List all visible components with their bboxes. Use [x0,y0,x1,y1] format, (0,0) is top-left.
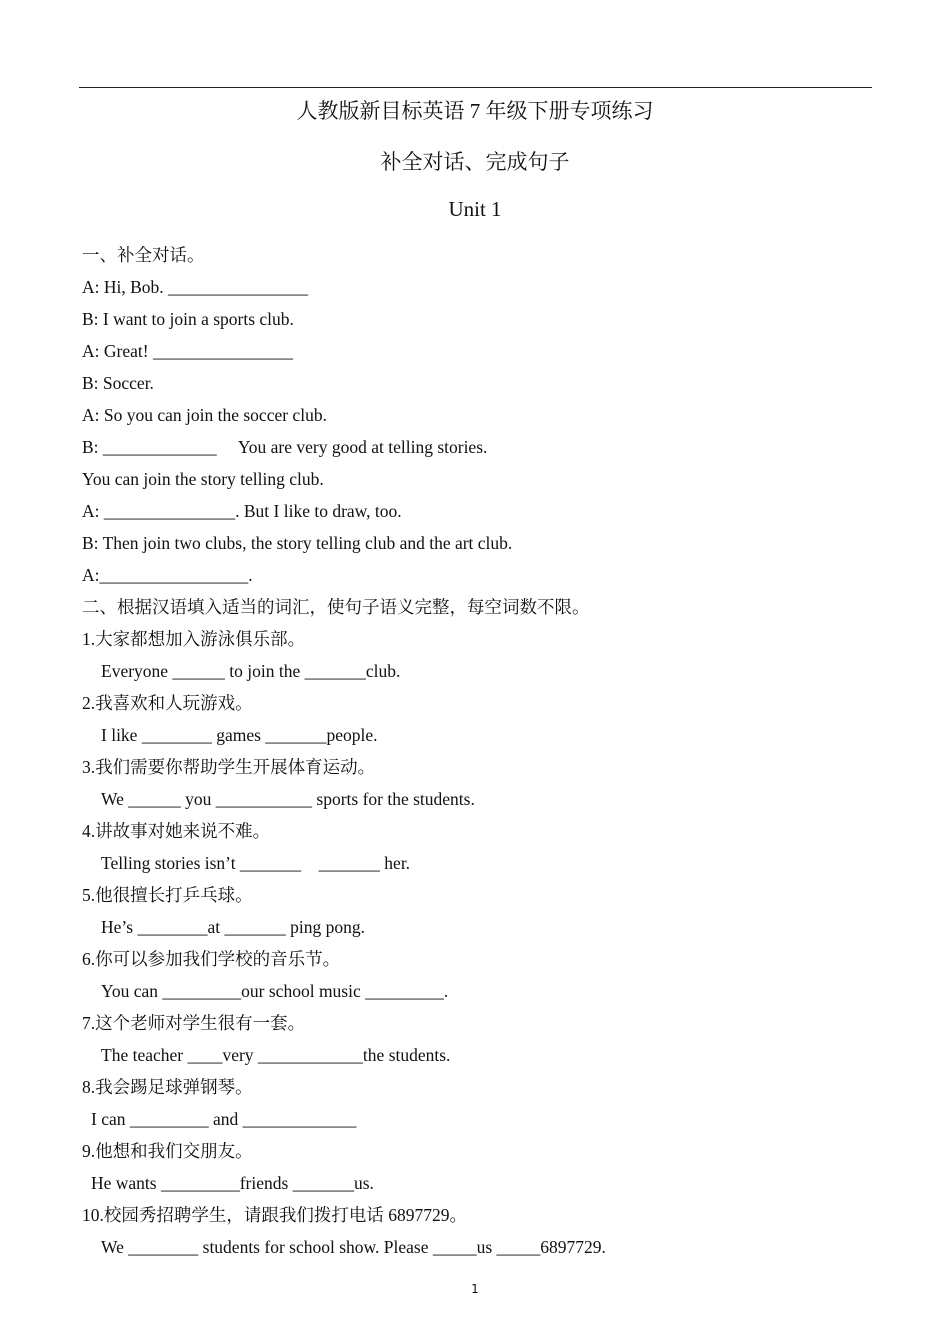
item-english: He wants _________friends _______us. [91,1173,374,1193]
item-english: We ______ you ___________ sports for the students. [101,789,475,809]
item-english: I like ________ games _______people. [101,725,378,745]
item-english: We ________ students for school show. Please _____us _____6897729. [101,1237,606,1257]
item-english: You can _________our school music _________. [101,981,449,1001]
section1-heading: 一、补全对话。 [82,245,205,265]
item-chinese: 10.校园秀招聘学生，请跟我们拨打电话 6897729。 [82,1205,467,1225]
item-chinese: 6.你可以参加我们学校的音乐节。 [82,949,341,969]
dialog-line: B: Then join two clubs, the story telling club and the art club. [82,533,513,553]
dialog-line: B: I want to join a sports club. [82,309,294,329]
section2-heading: 二、根据汉语填入适当的词汇，使句子语义完整，每空词数不限。 [82,597,590,617]
page-number: 1 [471,1282,479,1296]
page-subtitle: 补全对话、完成句子 [380,150,570,174]
dialog-line: A: So you can join the soccer club. [82,405,327,425]
item-chinese: 2.我喜欢和人玩游戏。 [82,693,253,713]
dialog-line: A: _______________. But I like to draw, too. [82,501,402,521]
header-rule [79,87,872,88]
dialog-line: A: Hi, Bob. ________________ [82,277,309,297]
item-english: I can _________ and _____________ [91,1109,357,1129]
dialog-line: A:_________________. [82,565,253,585]
item-chinese: 5.他很擅长打乒乓球。 [82,885,253,905]
item-chinese: 3.我们需要你帮助学生开展体育运动。 [82,757,376,777]
dialog-line: B: Soccer. [82,373,154,393]
dialog-line: You can join the story telling club. [82,469,324,489]
unit-label: Unit 1 [448,197,502,221]
item-chinese: 9.他想和我们交朋友。 [82,1141,253,1161]
dialog-line: B: _____________ You are very good at telling stories. [82,437,488,457]
item-chinese: 4.讲故事对她来说不难。 [82,821,271,841]
item-english: He’s ________at _______ ping pong. [101,917,365,937]
item-english: The teacher ____very ____________the students. [101,1045,451,1065]
item-chinese: 7.这个老师对学生很有一套。 [82,1013,306,1033]
item-english: Everyone ______ to join the _______club. [101,661,401,681]
dialog-line: A: Great! ________________ [82,341,293,361]
item-english: Telling stories isn’t _______ _______ her. [101,853,411,873]
page-title: 人教版新目标英语 7 年级下册专项练习 [296,99,654,123]
item-chinese: 1.大家都想加入游泳俱乐部。 [82,629,306,649]
item-chinese: 8.我会踢足球弹钢琴。 [82,1077,253,1097]
